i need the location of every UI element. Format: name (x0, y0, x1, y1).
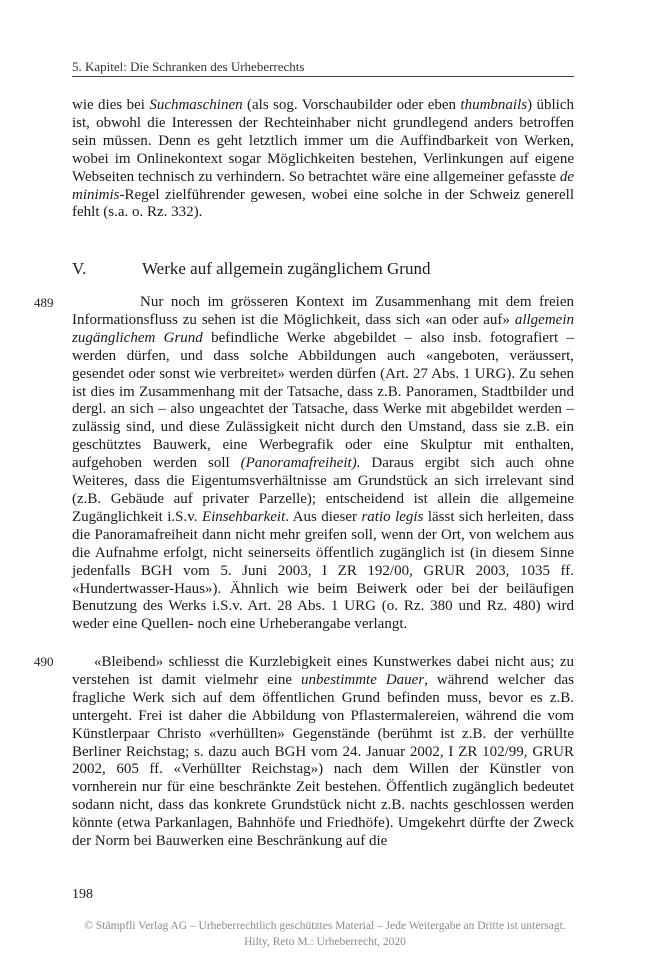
section-heading (72, 259, 574, 279)
italic-run: Einsehbarkeit (201, 508, 286, 525)
italic-run: unbestimmte Dauer (301, 671, 425, 688)
text-run: befindliche Werke abgebildet – also insb. fotografiert – werden dürfen, und dass solche Abbildungen auch «angeboten, veräussert, gesendet oder sonst wie verbreitet» werden dürfen (Art. 27 Abs. 1 URG). Zu sehen ist dies im Zusammenhang mit der Tatsache, dass z.B. Panoramen, Stadtbilder und dergl. an sich – also ungeachtet der Tatsache, dass Werke mit abgebildet werden – zulässig sind, und diese Zulässigkeit nicht durch den Umstand, dass sie z.B. ein geschütztes Bauwerk, eine Werbegrafik oder eine Skulptur mit enthalten, aufgehoben werden soll (72, 329, 574, 472)
text-run: Daraus ergibt sich auch ohne Weiteres, dass die Eigentumsverhältnisse am Grundstück an sich irrelevant sind (z.B. Gebäude auf privater Parzelle); entscheidend ist allein die allgemeine Zugänglichkeit i.S.v. (72, 455, 574, 525)
page-number: 198 (72, 887, 93, 902)
margin-number-489: 489 (34, 295, 54, 310)
text-run: ) üblich ist, obwohl die Interessen der Rechteinhaber nicht grundlegend anders betroffen sein müssen. Denn es geht letztlich immer um die Auffindbarkeit von Werken, wobei im Onlinekontext sogar Möglichkeiten bestehen, Verlinkungen auf eigene Webseiten technisch zu verhindern. So betrachtet wäre eine allgemeiner gefasste (72, 97, 574, 185)
paragraph-489 (72, 294, 574, 634)
footer-line-citation: Hilty, Reto M.: Urheberrecht, 2020 (244, 936, 406, 948)
text-run: «Bleibend» schliesst die Kurzlebigkeit eines Kunstwerkes dabei nicht aus; zu verstehen ist damit vielmehr eine (72, 654, 574, 688)
copyright-footer (0, 918, 650, 950)
margin-number-490: 490 (34, 654, 54, 669)
italic-run: de minimis (72, 168, 574, 203)
paragraph-490 (72, 654, 574, 851)
italic-run: allgemein zugänglichem Grund (72, 311, 574, 346)
italic-run: (Panoramafreiheit). (240, 455, 361, 472)
running-header: 5. Kapitel: Die Schranken des Urheberrechts (72, 59, 305, 74)
footer-line-copyright: © Stämpfli Verlag AG – Urheberrechtlich geschütztes Material – Jede Weitergabe an Dritte ist untersagt. (84, 920, 566, 932)
text-run: -Regel zielführender gewesen, wobei eine solche in der Schweiz generell fehlt (s.a. o. Rz. 332). (72, 186, 574, 221)
text-run: wie dies bei (72, 97, 150, 113)
paragraph-continued (72, 97, 574, 222)
text-run: Nur noch im grösseren Kontext im Zusammenhang mit dem freien Informationsfluss zu sehen ist die Möglichkeit, dass sich «an oder auf» (72, 294, 574, 328)
italic-run: Suchmaschinen (149, 97, 243, 113)
text-run: . Aus dieser (285, 508, 362, 525)
italic-run: thumbnails (460, 97, 528, 113)
text-run: , während welcher das fragliche Werk sich auf dem öffentlichen Grund befinden muss, bevor es z.B. untergeht. Frei ist daher die Abbildung von Pflastermalereien, während die vom Künstlerpaar Christo «verhüllten» Gegenstände (berühmt ist z.B. der verhüllte Berliner Reichstag; s. dazu auch BGH vom 24. Januar 2002, I ZR 102/99, GRUR 2002, 605 ff. «Verhüllter Reichstag») nach dem Willen der Künstler von vornherein nur für eine beschränkte Zeit bestehen. Öffentlich zugänglich bedeutet sodann nicht, dass das konkrete Grundstück nicht z.B. nachts geschlossen werden könnte (etwa Parkanlagen, Bahnhöfe und Friedhöfe). Umgekehrt dürfte der Zweck der Norm bei Bauwerken eine Beschränkung auf die (72, 671, 575, 850)
section-title: Werke auf allgemein zugänglichem Grund (142, 259, 431, 278)
text-run: (als sog. Vorschaubilder oder eben (242, 97, 461, 113)
section-number: V. (72, 259, 87, 278)
text-run: lässt sich herleiten, dass die Panoramafreiheit dann nicht mehr greifen soll, wenn der Ort, von welchem aus die Aufnahme erfolgt, nicht seinerseits öffentlich zugänglich ist (in diesem Sinne jedenfalls BGH vom 5. Juni 2003, I ZR 192/00, GRUR 2003, 1035 ff. «Hundertwasser-Haus»). Ähnlich wie beim Beiwerk oder bei der beiläufigen Benutzung des Werks i.S.v. Art. 28 Abs. 1 URG (o. Rz. 380 und Rz. 480) wird weder eine Quellen- noch eine Urheberangabe verlangt. (72, 508, 574, 633)
header-rule (72, 76, 574, 77)
italic-run: ratio legis (361, 508, 424, 525)
